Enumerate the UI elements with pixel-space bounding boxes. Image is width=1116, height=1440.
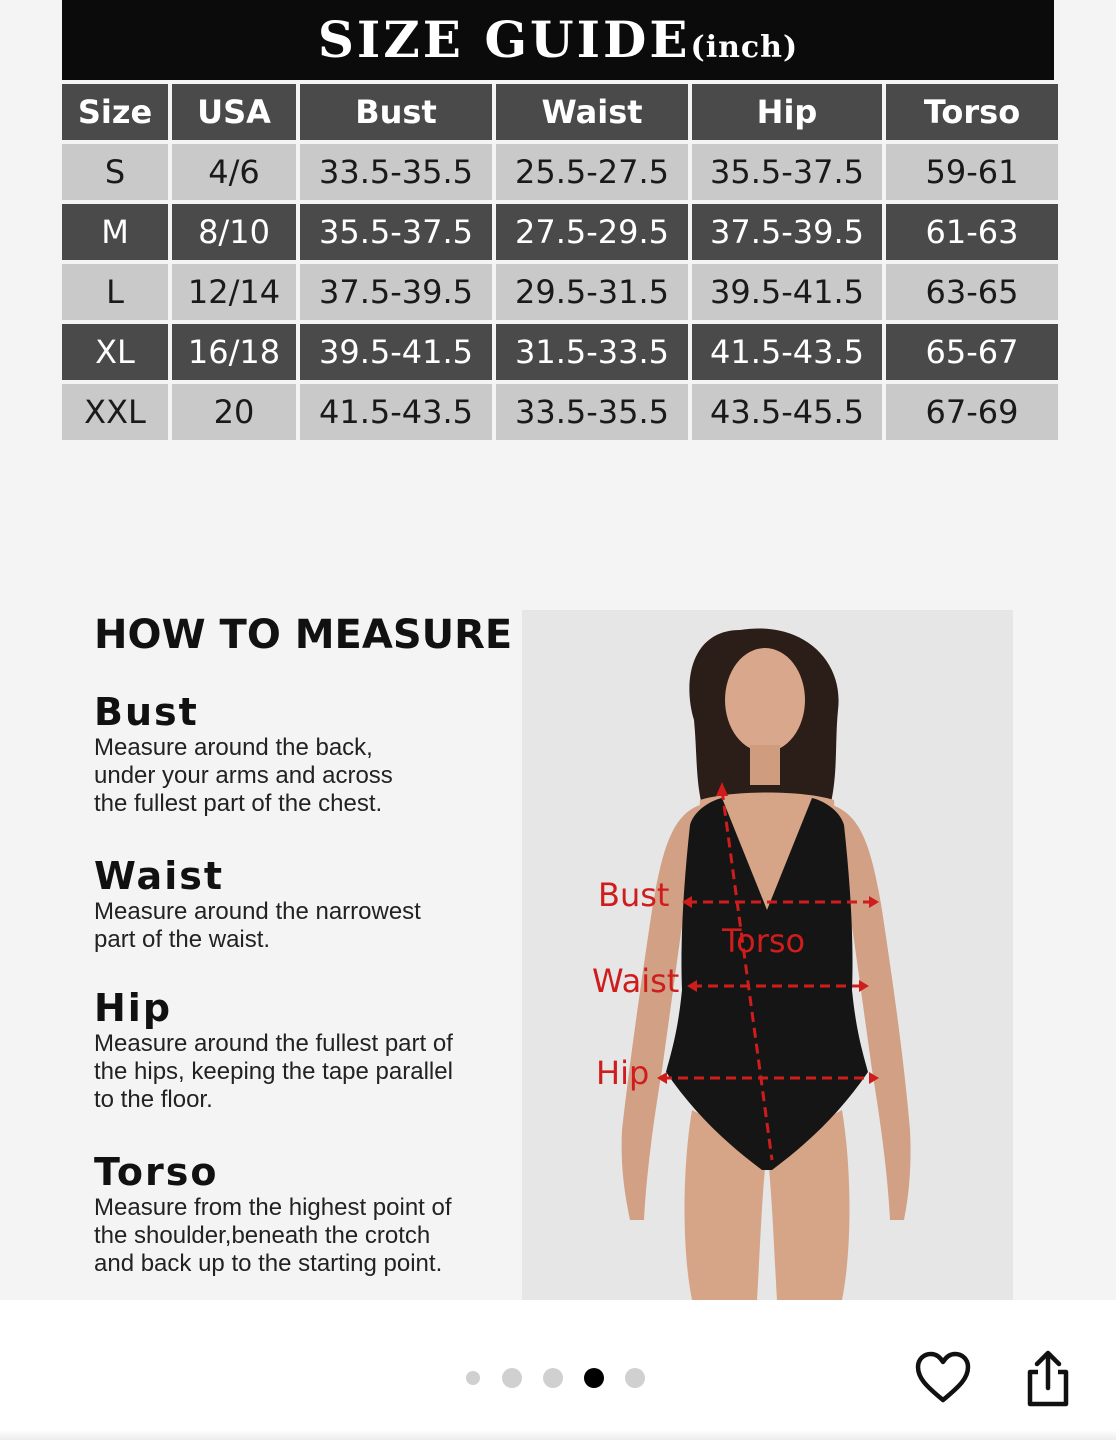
table-row — [62, 264, 1058, 320]
measure-item-torso — [94, 1150, 514, 1278]
carousel-dot-active[interactable] — [584, 1368, 604, 1388]
measure-description: Measure around the fullest part of the hips, keeping the tape parallel to the floor. — [94, 1030, 453, 1113]
model-photo — [522, 610, 1013, 1300]
size-guide-unit: (inch) — [690, 30, 799, 65]
measure-description: Measure from the highest point of the shoulder,beneath the crotch and back up to the starting point. — [94, 1194, 452, 1277]
table-cell: M — [62, 204, 168, 260]
bottom-divider — [0, 1430, 1116, 1440]
measure-item-bust — [94, 690, 514, 818]
table-cell: L — [62, 264, 168, 320]
table-row — [62, 324, 1058, 380]
table-cell: XXL — [62, 384, 168, 440]
image-viewer-bottom-bar — [0, 1300, 1116, 1440]
measure-heading: Hip — [94, 986, 173, 1030]
table-cell: 33.5-35.5 — [496, 384, 688, 440]
table-cell: S — [62, 144, 168, 200]
table-cell: 16/18 — [172, 324, 296, 380]
table-row — [62, 204, 1058, 260]
header-size: Size — [62, 84, 168, 140]
share-button[interactable] — [1022, 1348, 1074, 1408]
table-header-row — [62, 84, 1058, 140]
favorite-button[interactable] — [914, 1350, 972, 1406]
photo-label-hip: Hip — [596, 1054, 650, 1092]
measure-item-hip — [94, 986, 514, 1114]
photo-label-torso: Torso — [722, 922, 806, 960]
table-cell: 61-63 — [886, 204, 1058, 260]
table-cell: 59-61 — [886, 144, 1058, 200]
carousel-pagination[interactable] — [466, 1366, 645, 1390]
carousel-dot[interactable] — [543, 1368, 563, 1388]
size-guide-title — [62, 0, 1054, 80]
header-torso: Torso — [886, 84, 1058, 140]
size-guide-title-text: SIZE GUIDE — [317, 10, 691, 69]
table-cell: XL — [62, 324, 168, 380]
table-cell: 43.5-45.5 — [692, 384, 882, 440]
how-to-measure-title: HOW TO MEASURE — [94, 612, 513, 658]
header-hip: Hip — [692, 84, 882, 140]
table-cell: 33.5-35.5 — [300, 144, 492, 200]
table-cell: 39.5-41.5 — [300, 324, 492, 380]
photo-label-bust: Bust — [598, 876, 670, 914]
table-cell: 25.5-27.5 — [496, 144, 688, 200]
table-cell: 37.5-39.5 — [692, 204, 882, 260]
table-cell: 63-65 — [886, 264, 1058, 320]
heart-icon — [914, 1350, 972, 1406]
table-cell: 41.5-43.5 — [300, 384, 492, 440]
model-illustration — [522, 610, 1013, 1300]
header-usa: USA — [172, 84, 296, 140]
table-cell: 41.5-43.5 — [692, 324, 882, 380]
table-cell: 27.5-29.5 — [496, 204, 688, 260]
table-row — [62, 144, 1058, 200]
size-chart-table — [58, 80, 1062, 444]
table-cell: 20 — [172, 384, 296, 440]
table-cell: 65-67 — [886, 324, 1058, 380]
table-cell: 35.5-37.5 — [300, 204, 492, 260]
header-bust: Bust — [300, 84, 492, 140]
measure-description: Measure around the back, under your arms and across the fullest part of the chest. — [94, 734, 393, 817]
header-waist: Waist — [496, 84, 688, 140]
carousel-dot[interactable] — [466, 1371, 480, 1385]
measure-heading: Torso — [94, 1150, 219, 1194]
photo-label-waist: Waist — [592, 962, 680, 1000]
table-cell: 37.5-39.5 — [300, 264, 492, 320]
table-row — [62, 384, 1058, 440]
measure-heading: Bust — [94, 690, 199, 734]
table-cell: 4/6 — [172, 144, 296, 200]
table-cell: 31.5-33.5 — [496, 324, 688, 380]
carousel-dot[interactable] — [625, 1368, 645, 1388]
measure-description: Measure around the narrowest part of the waist. — [94, 898, 421, 953]
table-cell: 67-69 — [886, 384, 1058, 440]
table-cell: 12/14 — [172, 264, 296, 320]
share-icon — [1022, 1348, 1074, 1408]
table-cell: 39.5-41.5 — [692, 264, 882, 320]
carousel-dot[interactable] — [502, 1368, 522, 1388]
measure-heading: Waist — [94, 854, 225, 898]
table-cell: 8/10 — [172, 204, 296, 260]
table-cell: 29.5-31.5 — [496, 264, 688, 320]
measure-item-waist — [94, 854, 514, 954]
table-cell: 35.5-37.5 — [692, 144, 882, 200]
